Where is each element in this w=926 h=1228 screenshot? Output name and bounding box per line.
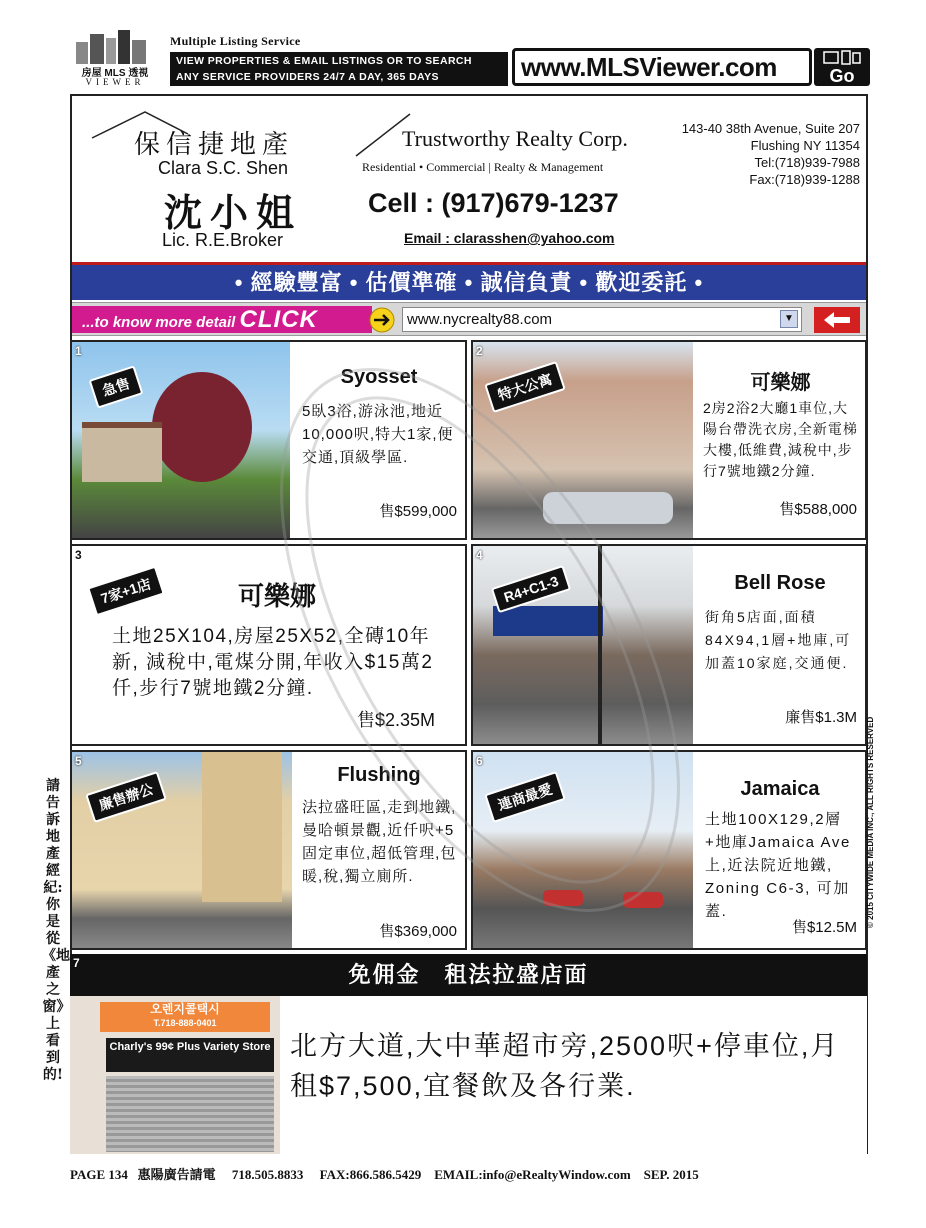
footer-fax: FAX:866.586.5429 [319,1167,422,1182]
footer-date: SEP. 2015 [643,1167,699,1182]
tree-shape [152,372,252,482]
more-detail-banner[interactable] [72,306,372,333]
listing-title: Flushing [337,764,421,786]
agent-name-cn: 沈小姐 [164,193,303,235]
logo-en-text: VIEWER [85,77,145,87]
listing-1-photo [72,342,290,538]
listing-desc: 街角5店面,面積84X94,1層+地庫,可加蓋10家庭,交通便. [705,609,852,671]
slogan-banner: • 經驗豐富 • 估價準確 • 誠信負責 • 歡迎委託 • [72,262,866,300]
more-detail-text: ...to know more detail [82,314,236,331]
click-label: CLICK [239,306,318,333]
listing-desc: 法拉盛旺區,走到地鐵,曼哈頓景觀,近仟呎+5固定車位,超低管理,包暖,稅,獨立廁所. [302,799,457,885]
agent-license: Lic. R.E.Broker [162,230,284,250]
mls-line-2: ANY SERVICE PROVIDERS 24/7 A DAY, 365 DAYS [176,71,439,83]
office-fax: Fax:(718)939-1288 [749,172,860,187]
listing-tag: 廉售辦公 [85,771,167,823]
go-button[interactable] [814,48,870,86]
mls-info-box [170,52,508,86]
agent-name-en: Clara S.C. Shen [158,158,289,178]
footer-phone: 718.505.8833 [231,1167,304,1182]
mls-viewer-logo [70,28,160,88]
listing-price: 售$588,000 [779,501,857,518]
listing-7-photo [70,996,280,1154]
listing-title: Syosset [340,366,418,388]
mls-line-1: VIEW PROPERTIES & EMAIL LISTINGS OR TO SEARCH [176,55,472,67]
agent-cell[interactable]: Cell : (917)679-1237 [368,188,619,218]
footer-email[interactable]: EMAIL:info@eRealtyWindow.com [434,1167,631,1182]
go-label: Go [829,66,855,86]
logo-cn-text: 房屋 MLS 透視 [81,68,149,79]
mls-banner [70,20,870,90]
listing-tag: 連商最愛 [484,771,566,823]
listing-number: 3 [75,548,82,562]
listing-tag: 7家+1店 [87,566,165,617]
sign-phone: T.718-888-0401 [153,1018,217,1028]
back-arrow-button[interactable] [814,307,860,333]
listing-desc: 土地25X104,房屋25X52,全磚10年新, 減稅中,電煤分開,年收入$15萬2仟,步行7號地鐵2分鐘. [112,626,434,699]
office-tel: Tel:(718)939-7988 [754,155,860,170]
agent-header [72,96,866,262]
devices-icon [822,50,862,66]
listing-title: 可樂娜 [237,581,316,611]
listing-title: Bell Rose [734,572,826,594]
listing-price: 售$369,000 [379,923,457,940]
website-url-field[interactable] [402,307,802,332]
arrow-left-icon [822,310,852,330]
store-sign-main: Charly's 99¢ Plus Variety Store [106,1038,274,1072]
listing-number: 5 [75,754,82,768]
listing-desc: 5臥3浴,游泳池,地近10,000呎,特大1家,便交通,頂級學區. [302,403,454,466]
listing-price: 售$12.5M [791,919,857,936]
listing-price: 廉售$1.3M [785,709,857,726]
address-line-1: 143-40 38th Avenue, Suite 207 [681,121,860,136]
listing-number: 6 [476,754,483,768]
listing-price: 售$599,000 [379,503,457,520]
listing-number: 1 [75,344,82,358]
listing-price: 售$2.35M [356,710,435,730]
store-sign-top [100,1002,270,1032]
page-footer [70,1164,870,1183]
watermark-stamp [260,330,720,950]
listing-title: Jamaica [740,778,820,800]
listing-tag: 急售 [89,365,144,408]
listing-7-header: 免佣金 租法拉盛店面 [70,954,867,996]
listing-desc: 北方大道,大中華超市旁,2500呎+停車位,月租$7,500,宜餐飲及各行業. [290,1031,840,1101]
listing-tag: 特大公寓 [484,361,566,413]
listing-desc: 2房2浴2大廳1車位,大陽台帶洗衣房,全新電梯大樓,低維費,減稅中,步行7號地鐵2分鐘. [703,400,858,479]
listing-title: 可樂娜 [750,372,811,394]
listing-desc: 土地100X129,2層+地庫Jamaica Ave上,近法院近地鐵, Zoning C6-3, 可加蓋. [705,811,851,920]
agent-email[interactable]: Email : clarasshen@yahoo.com [404,230,615,246]
footer-ad: 惠陽廣告請電 [137,1167,216,1182]
page-number: PAGE 134 [70,1167,128,1182]
website-url-text: www.nycrealty88.com [407,311,553,328]
address-line-2: Flushing NY 11354 [750,138,860,153]
company-en: Trustworthy Realty Corp. [402,126,628,151]
house-shape [82,422,162,482]
office-contact [682,120,860,188]
listing-number: 7 [73,956,80,970]
sign-korean: 오렌지콜택시 [150,1002,220,1016]
listing-number: 4 [476,548,483,562]
listing-5-photo [72,752,292,948]
shutter-shape [106,1076,274,1152]
mls-title: Multiple Listing Service [170,34,301,48]
side-notice: 請告訴地產經紀:你是從《地產之窗》上看到的! [42,778,70,1083]
mls-url-link[interactable]: www.MLSViewer.com [512,48,812,86]
company-sub: Residential • Commercial | Realty & Management [362,160,604,174]
listing-number: 2 [476,344,483,358]
listing-tag: R4+C1-3 [491,565,572,613]
copyright: © 2015 CITYWIDE MEDIA INC., ALL RIGHTS RESERVED [866,716,875,928]
listing-7[interactable] [70,954,867,1154]
chevron-down-icon[interactable]: ▼ [780,310,798,328]
company-cn: 保信捷地產 [134,130,295,160]
